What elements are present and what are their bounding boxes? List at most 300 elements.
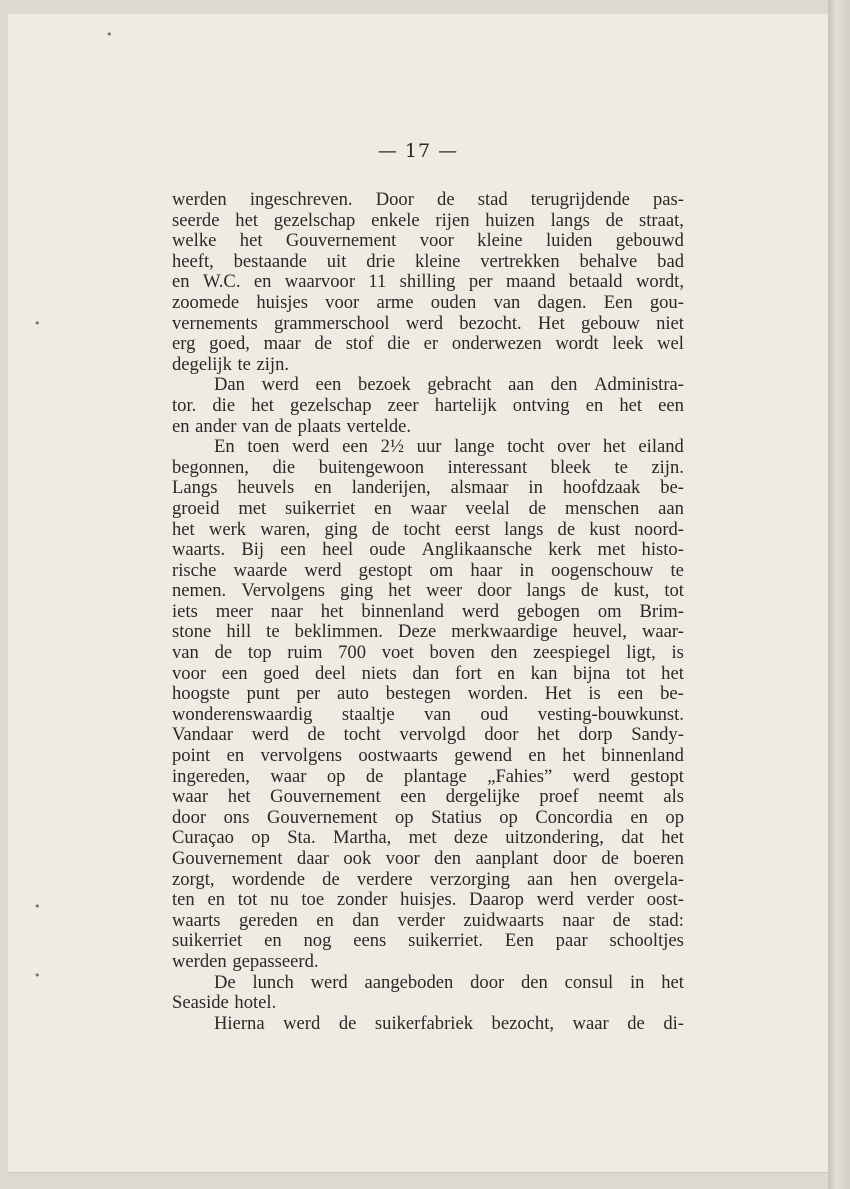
word: de [365, 765, 384, 787]
word: shilling [399, 271, 456, 293]
word: dan [412, 662, 440, 684]
word: maar [263, 333, 301, 355]
word: ten [172, 889, 195, 911]
word: Door [375, 189, 414, 210]
word: Het [537, 312, 565, 334]
word: is [671, 642, 684, 664]
text-line [172, 911, 684, 932]
word: wel [657, 333, 684, 355]
word: stone [172, 621, 212, 643]
word: en [172, 271, 190, 293]
word: de [612, 909, 631, 931]
word: een [658, 394, 684, 416]
word: den [550, 374, 578, 396]
text-line [172, 746, 684, 767]
word: met [597, 539, 626, 561]
word: voor [325, 291, 360, 313]
word: de [371, 518, 390, 540]
word: hoofdzaak [562, 477, 641, 499]
word: waar [410, 497, 447, 519]
word: oostwaarts [358, 745, 438, 767]
word: te [614, 456, 628, 478]
book-page [8, 14, 829, 1173]
word: zonder [336, 889, 388, 911]
word: gepasseerd. [232, 950, 319, 972]
word: gebogen [516, 600, 580, 622]
word: is [588, 683, 601, 705]
word: degelijk [172, 353, 232, 375]
word: huisjes [256, 291, 308, 313]
text-line [172, 499, 684, 520]
word: boven [429, 642, 475, 664]
word: gewend [454, 745, 513, 767]
word: door [477, 580, 512, 602]
word: rische [172, 559, 217, 581]
word: het [388, 580, 411, 602]
word: en [528, 745, 546, 767]
word: kleine [477, 230, 523, 252]
word: waren, [260, 518, 311, 540]
word: gebouw [580, 312, 640, 334]
word: het [227, 786, 251, 808]
word: De [214, 971, 236, 993]
word: werd [536, 889, 574, 911]
word: en [630, 806, 648, 828]
word: en [226, 745, 245, 767]
word: punt [246, 683, 280, 705]
word: gereden [238, 909, 298, 931]
text-line [172, 725, 684, 746]
word: waar [172, 786, 209, 808]
word: werd [461, 600, 500, 622]
word: Seaside [172, 992, 229, 1014]
word: Statius [431, 806, 482, 828]
word: waar [270, 765, 307, 787]
word: werd [304, 559, 342, 581]
word: zeer [387, 394, 419, 416]
word: met [238, 497, 267, 519]
text-line [172, 787, 684, 808]
word: en [207, 889, 225, 911]
word: merkwaardige [451, 621, 558, 643]
word: die [212, 394, 236, 416]
text-line [172, 417, 684, 438]
margin-speck: • [34, 317, 41, 330]
word: deze [453, 827, 488, 849]
word: werk [208, 518, 247, 540]
word: werd [572, 765, 610, 787]
word: be- [660, 477, 684, 499]
word: wordt, [635, 271, 684, 293]
text-line [172, 767, 684, 788]
word: het [251, 394, 274, 416]
margin-speck: • [34, 969, 41, 982]
word: over [557, 436, 591, 458]
word: suikerfabriek [374, 1012, 474, 1034]
word: vertelde. [346, 415, 412, 437]
word: van [493, 291, 521, 313]
word: tocht [403, 518, 441, 540]
word: voor [385, 848, 420, 869]
word: aan [508, 374, 534, 396]
word: hartelijk [434, 394, 497, 416]
word: straat, [639, 209, 684, 231]
word: verder [397, 909, 445, 931]
word: en [314, 477, 332, 499]
text-line [172, 375, 684, 396]
word: van [172, 642, 199, 664]
word: als [663, 786, 684, 808]
word: in [629, 971, 645, 993]
word: Een [504, 930, 534, 952]
word: dan [352, 909, 380, 931]
word: Bij [241, 539, 265, 561]
word: tot [625, 662, 646, 684]
word: Dan [214, 374, 245, 396]
word: consul [564, 971, 614, 993]
word: vervolgens [260, 745, 343, 767]
word: op [499, 806, 518, 828]
word: worden. [467, 683, 528, 705]
word: wordt [555, 333, 599, 355]
word: het [320, 600, 344, 622]
word: plaats [297, 415, 341, 437]
page-number: — 17 — [377, 140, 459, 162]
word: gebouwd [615, 230, 684, 252]
word: lunch [252, 971, 294, 993]
word: ging [340, 580, 374, 602]
word: waarts [172, 909, 221, 931]
word: schooltjes [609, 930, 684, 952]
word: nog [303, 930, 332, 952]
text-line [172, 211, 684, 232]
word: het [602, 436, 626, 458]
word: Administra- [594, 374, 684, 396]
word: dagen. [537, 291, 587, 313]
word: bijna [573, 662, 611, 684]
word: Daarop [469, 889, 524, 911]
word: bad [657, 250, 684, 272]
word: zeespiegel [533, 642, 611, 664]
word: den [434, 848, 462, 869]
word: uit [326, 250, 347, 272]
word: langs [550, 209, 590, 231]
word: het [235, 209, 258, 231]
word: boeren [633, 848, 684, 869]
text-line [172, 334, 684, 355]
text-line [172, 540, 684, 561]
text-line [172, 849, 684, 870]
word: werd [310, 971, 348, 993]
word: werd [251, 724, 289, 746]
word: op [665, 806, 684, 828]
word: zijn. [651, 456, 684, 478]
word: luiden [545, 230, 593, 252]
word: buitengewoon [318, 456, 425, 478]
word: per [296, 683, 321, 705]
word: een [280, 539, 307, 561]
word: bezocht, [491, 1012, 555, 1034]
word: huisjes. [400, 889, 457, 911]
word: uur [416, 436, 442, 458]
word: heuvels [237, 477, 295, 499]
word: bestaande [233, 250, 307, 272]
word: op [326, 765, 346, 787]
word: haar [470, 559, 503, 581]
word: binnenland [601, 745, 684, 767]
text-line [172, 931, 684, 952]
word: aan [527, 868, 553, 890]
word: door [172, 806, 207, 828]
word: maand [505, 271, 556, 293]
word: een [342, 436, 368, 458]
word: point [172, 745, 211, 767]
word: door [470, 971, 505, 993]
word: toe [301, 889, 325, 911]
word: Hierna [214, 1012, 265, 1034]
word: auto [336, 683, 369, 705]
text-line [172, 622, 684, 643]
word: hen [570, 868, 597, 890]
word: waarts. [172, 539, 226, 561]
word: de [322, 868, 340, 890]
page-edge [828, 0, 850, 1189]
text-line [172, 602, 684, 623]
word: om [429, 559, 454, 581]
word: de [307, 724, 325, 746]
word: die [272, 456, 296, 478]
word: en [172, 415, 190, 437]
word: werd [292, 436, 330, 458]
word: kust, [613, 580, 650, 602]
word: te [670, 559, 684, 581]
word: om [597, 600, 622, 622]
word: de [338, 1012, 357, 1034]
word: in [528, 477, 543, 499]
word: van [424, 703, 451, 725]
word: vesting-bouwkunst. [537, 703, 684, 725]
word: werd [405, 312, 443, 334]
word: 700 [338, 642, 367, 664]
word: de [214, 642, 233, 664]
word: ligt, [626, 642, 656, 664]
word: goed, [209, 333, 250, 355]
word: enkele [371, 209, 420, 231]
word: leek [612, 333, 644, 355]
word: ruim [287, 642, 323, 664]
word: Curaçao [172, 827, 234, 849]
word: neemt [598, 786, 644, 808]
word: onderwezen [451, 333, 542, 355]
word: iets [172, 600, 198, 622]
word: gezelschap [273, 209, 356, 231]
word: uitzondering, [505, 827, 604, 849]
word: per [468, 271, 493, 293]
word: door [552, 848, 587, 869]
word: door [484, 724, 519, 746]
word: ging [324, 518, 358, 540]
word: toen [247, 436, 280, 458]
word: op [251, 827, 270, 849]
word: waarde [233, 559, 288, 581]
text-line [172, 478, 684, 499]
word: wordende [231, 868, 305, 890]
word: pas- [653, 189, 684, 210]
word: zuidwaarts [463, 909, 544, 931]
word: tocht [507, 436, 545, 458]
word: het [619, 394, 643, 416]
text-line [172, 870, 684, 891]
word: de [627, 1012, 645, 1034]
word: Gouvernement [270, 786, 381, 808]
text-line [172, 293, 684, 314]
word: aanplant [475, 848, 539, 869]
word: Vandaar [172, 724, 233, 746]
word: voet [381, 642, 414, 664]
word: Sandy- [631, 724, 684, 746]
word: veelal [465, 497, 510, 519]
word: suikerriet. [408, 930, 484, 952]
word: langs [504, 518, 544, 540]
word: proef [539, 786, 579, 808]
text-line [172, 252, 684, 273]
word: tocht [343, 724, 381, 746]
word: menschen [564, 497, 640, 519]
word: ander [195, 415, 237, 437]
word: meer [215, 600, 253, 622]
word: oud [480, 703, 509, 725]
word: aan [658, 497, 684, 519]
word: beklimmen. [294, 621, 383, 643]
word: huizen [485, 209, 535, 231]
text-line [172, 231, 684, 252]
word: kleine [414, 250, 461, 272]
word: deel [314, 662, 346, 684]
word: kan [530, 662, 558, 684]
word: zorgt, [172, 868, 215, 890]
word: vervolgd [399, 724, 466, 746]
text-line [172, 664, 684, 685]
word: de [580, 580, 599, 602]
word: stad [477, 189, 508, 210]
word: gebracht [427, 374, 492, 396]
word: gestopt [630, 765, 684, 787]
word: dat [621, 827, 644, 849]
word: oost- [646, 889, 684, 911]
text-line [172, 993, 684, 1014]
word: arme [376, 291, 414, 313]
word: weer [426, 580, 463, 602]
word: Gouvernement [172, 848, 283, 869]
word: en [585, 394, 604, 416]
word: nemen. [172, 580, 227, 602]
word: een [315, 374, 342, 396]
word: suikerriet [172, 930, 243, 952]
word: wonderenswaardig [172, 703, 313, 725]
word: terugrijdende [530, 189, 630, 210]
text-line [172, 581, 684, 602]
word: oude [369, 539, 406, 561]
word: oogenschouw [551, 559, 654, 581]
word: ingereden, [172, 765, 250, 787]
word: suikerriet [285, 497, 356, 519]
word: stad: [648, 909, 684, 931]
margin-speck: • [106, 28, 113, 41]
word: zoomede [172, 291, 240, 313]
text-line [172, 272, 684, 293]
word: zijn. [256, 353, 290, 375]
word: ook [343, 848, 372, 869]
word: niet [656, 312, 684, 334]
text-line [172, 973, 684, 994]
word: de [274, 415, 293, 437]
word: en [497, 662, 515, 684]
word: van [242, 415, 269, 437]
word: binnenland [361, 600, 444, 622]
word: kust [589, 518, 621, 540]
word: bleek [550, 456, 591, 478]
word: En [214, 436, 235, 458]
word: en [316, 909, 334, 931]
word: die [387, 333, 410, 355]
word: 11 [368, 271, 387, 293]
word: bestegen [385, 683, 451, 705]
word: ons [223, 806, 250, 828]
word: erg [172, 333, 196, 355]
word: dorp [578, 724, 613, 746]
word: histo- [641, 539, 684, 561]
word: aangeboden [364, 971, 454, 993]
word: en [253, 271, 272, 293]
word: verder [586, 889, 634, 911]
word: ingeschreven. [249, 189, 353, 210]
word: de [528, 497, 547, 519]
word: drie [366, 250, 396, 272]
word: vertrekken [480, 250, 560, 272]
word: waar- [641, 621, 684, 643]
word: het [172, 518, 195, 540]
text-line [172, 828, 684, 849]
word: Brim- [639, 600, 684, 622]
word: interessant [447, 456, 528, 478]
word: bezocht. [459, 312, 522, 334]
word: plantage [403, 765, 467, 787]
word: langs [526, 580, 566, 602]
text-line [172, 561, 684, 582]
word: de [557, 518, 576, 540]
word: overgela- [614, 868, 684, 890]
word: het [562, 745, 585, 767]
word: tor. [172, 394, 197, 416]
word: Vervolgens [241, 580, 325, 602]
word: te [266, 621, 280, 643]
word: met [408, 827, 437, 849]
word: heuvel, [572, 621, 627, 643]
word: seerde [172, 209, 220, 231]
word: een [221, 662, 248, 684]
word: Een [603, 291, 633, 313]
text-line [172, 396, 684, 417]
text-line [172, 890, 684, 911]
word: verdere [356, 868, 413, 890]
word: de [437, 189, 455, 210]
word: fort [454, 662, 482, 684]
word: betaald [568, 271, 623, 293]
word: het [239, 230, 263, 252]
word: Gouvernement [285, 230, 397, 252]
word: in [519, 559, 534, 581]
text-line [172, 952, 684, 973]
